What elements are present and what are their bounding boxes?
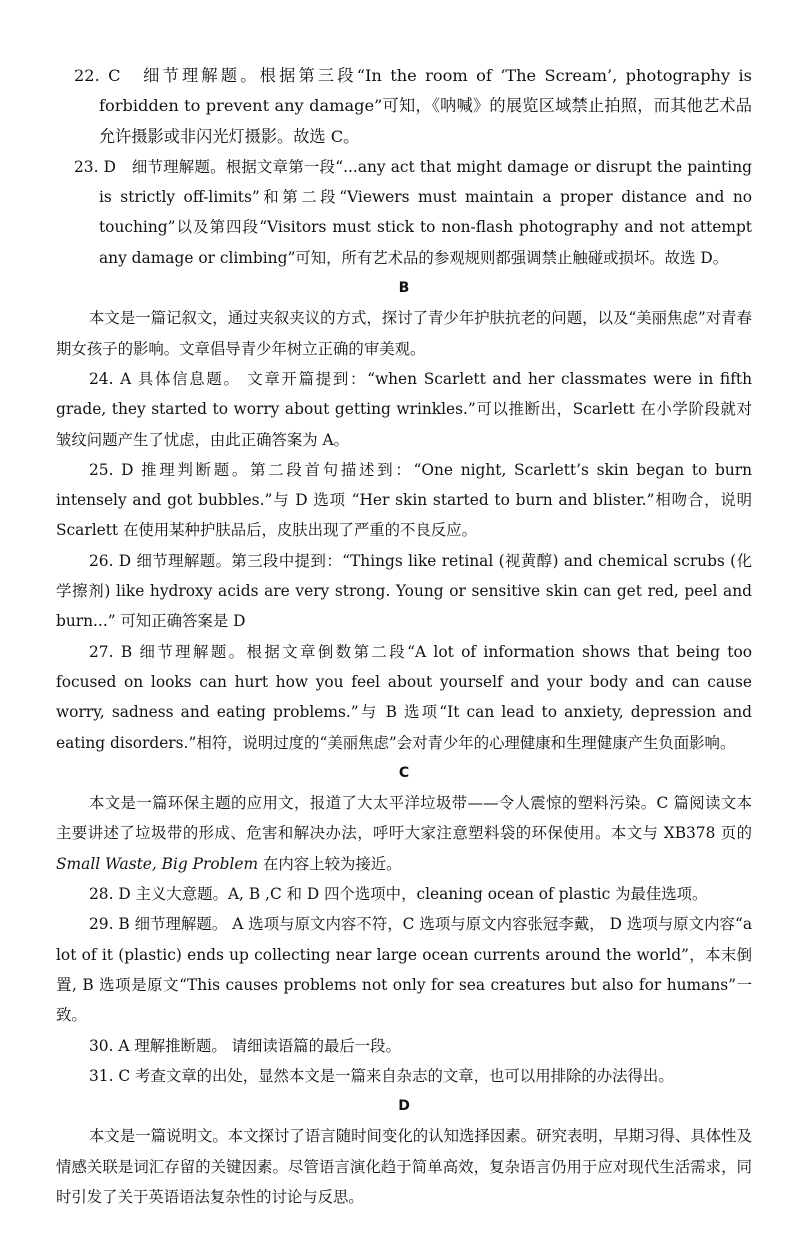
answer-22: 22. C 细节理解题。根据第三段“In the room of ‘The Scream’, photography is forbidden to prevent any damage”可知，《呐喊》的展览区域禁止拍照，而其他艺术品允许摄影或非闪光灯摄影。故选 C。	[74, 66, 752, 146]
section-c-intro	[56, 788, 752, 879]
section-b-heading: B	[398, 280, 410, 297]
section-d-intro: 本文是一篇说明文。本文探讨了语言随时间变化的认知选择因素。研究表明，早期习得、具体性及情感关联是词汇存留的关键因素。尽管语言演化趋于简单高效，复杂语言仍用于应对现代生活需求，同时引发了关于英语语法复杂性的讨论与反思。	[56, 1127, 752, 1206]
section-c-intro-end: 在内容上较为接近。	[258, 854, 402, 873]
answer-26: 26. D 细节理解题。第三段中提到：“Things like retinal (视黄醇) and chemical scrubs (化学擦剂) like hydroxy acids are very strong. Young or sensitive skin can get red, peel and burn...” 可知正确答案是 D	[56, 551, 752, 631]
section-c-heading: C	[398, 764, 410, 781]
answer-29: 29. B 细节理解题。 A 选项与原文内容不符，C 选项与原文内容张冠李戴， D 选项与原文内容“a lot of it (plastic) ends up collecting near large ocean currents around the world”，本末倒置, B 选项是原文“This causes problems not only for sea creatures but also for humans”一致。	[56, 915, 752, 1025]
answer-27: 27. B 细节理解题。根据文章倒数第二段“A lot of information shows that being too focused on looks can hurt how you feel about yourself and your body and can cause worry, sadness and eating problems.”与 B 选项“It can lead to anxiety, depression and eating disorders.”相符，说明过度的“美丽焦虑”会对青少年的心理健康和生理健康产生负面影响。	[56, 642, 752, 752]
answer-24: 24. A 具体信息题。 文章开篇提到：“when Scarlett and her classmates were in fifth grade, they started to worry about getting wrinkles.”可以推断出，Scarlett 在小学阶段就对皱纹问题产生了忧虑，由此正确答案为 A。	[56, 369, 752, 449]
answer-30: 30. A 理解推断题。 请细读语篇的最后一段。	[89, 1036, 401, 1055]
reference-title: Small Waste, Big Problem	[56, 854, 259, 873]
section-b-intro: 本文是一篇记叙文，通过夹叙夹议的方式，探讨了青少年护肤抗老的问题，以及“美丽焦虑”对青春期女孩子的影响。文章倡导青少年树立正确的审美观。	[56, 309, 752, 358]
section-c-intro-start: 本文是一篇环保主题的应用文，报道了大太平洋垃圾带——令人震惊的塑料污染。C 篇阅读文本主要讲述了垃圾带的形成、危害和解决办法，呼吁大家注意塑料袋的环保使用。本文与 XB378 页的	[56, 794, 752, 843]
answer-25: 25. D 推理判断题。第二段首句描述到：“One night, Scarlett’s skin began to burn intensely and got bubbles.”与 D 选项 “Her skin started to burn and blister.”相吻合，说明 Scarlett 在使用某种护肤品后，皮肤出现了严重的不良反应。	[56, 460, 752, 540]
answer-31: 31. C 考查文章的出处，显然本文是一篇来自杂志的文章，也可以用排除的办法得出。	[89, 1066, 674, 1085]
section-d-heading: D	[398, 1098, 410, 1115]
answer-23: 23. D 细节理解题。根据文章第一段“...any act that might damage or disrupt the painting is strictly off-limits”和第二段“Viewers must maintain a proper distance and no touching”以及第四段“Visitors must stick to non-flash photography and not attempt any damage or climbing”可知，所有艺术品的参观规则都强调禁止触碰或损坏。故选 D。	[74, 157, 752, 267]
answer-28: 28. D 主义大意题。A, B ,C 和 D 四个选项中，cleaning ocean of plastic 为最佳选项。	[89, 885, 708, 904]
